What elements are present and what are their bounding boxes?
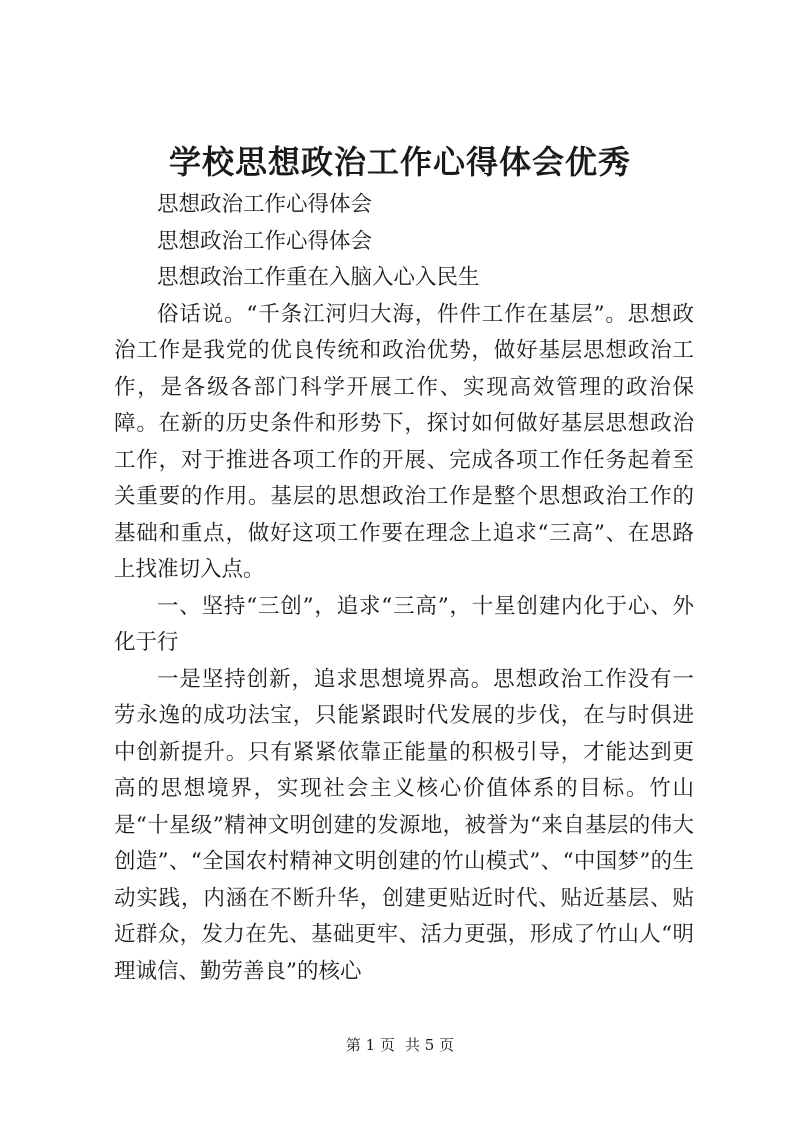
- paragraph-subtitle-2: 思想政治工作心得体会: [157, 228, 373, 254]
- paragraph-subtitle-3: 思想政治工作重在入脑入心入民生: [157, 265, 480, 290]
- paragraph-intro: 俗话说。“千条江河归大海，件件工作在基层”。思想政治工作是我党的优良传统和政治优势，做好基层思想政治工作，是各级各部门科学开展工作、实现高效管理的政治保障。在新的历史条件和形势下，探讨如何做好基层思想政治工作，对于推进各项工作的开展、完成各项工作任务起着至关重要的作用。基层的思想政治工作是整个思想政治工作的基础和重点，做好这项工作要在理念上追求“三高”、在思路上找准切入点。: [114, 301, 694, 582]
- page-total: 共 5 页: [405, 1036, 455, 1054]
- paragraph-subtitle-1: 思想政治工作心得体会: [157, 192, 373, 217]
- section-heading-1: 一、坚持“三创”，追求“三高”，十星创建内化于心、外化于行: [114, 593, 694, 655]
- document-body: [114, 187, 694, 990]
- paragraph-section-1: 一是坚持创新，追求思想境界高。思想政治工作没有一劳永逸的成功法宝，只能紧跟时代发展的步伐，在与时俱进中创新提升。只有紧紧依靠正能量的积极引导，才能达到更高的思想境界，实现社会主义核心价值体系的目标。竹山是“十星级”精神文明创建的发源地，被誉为“来自基层的伟大创造”、“全国农村精神文明创建的竹山模式”、“中国梦”的生动实践，内涵在不断升华，创建更贴近时代、贴近基层、贴近群众，发力在先、基础更牢、活力更强，形成了竹山人“明理诚信、勤劳善良”的核心: [114, 666, 694, 984]
- page-footer: [0, 1035, 800, 1055]
- document-title: 学校思想政治工作心得体会优秀: [168, 143, 631, 181]
- page-number: 第 1 页: [345, 1036, 395, 1054]
